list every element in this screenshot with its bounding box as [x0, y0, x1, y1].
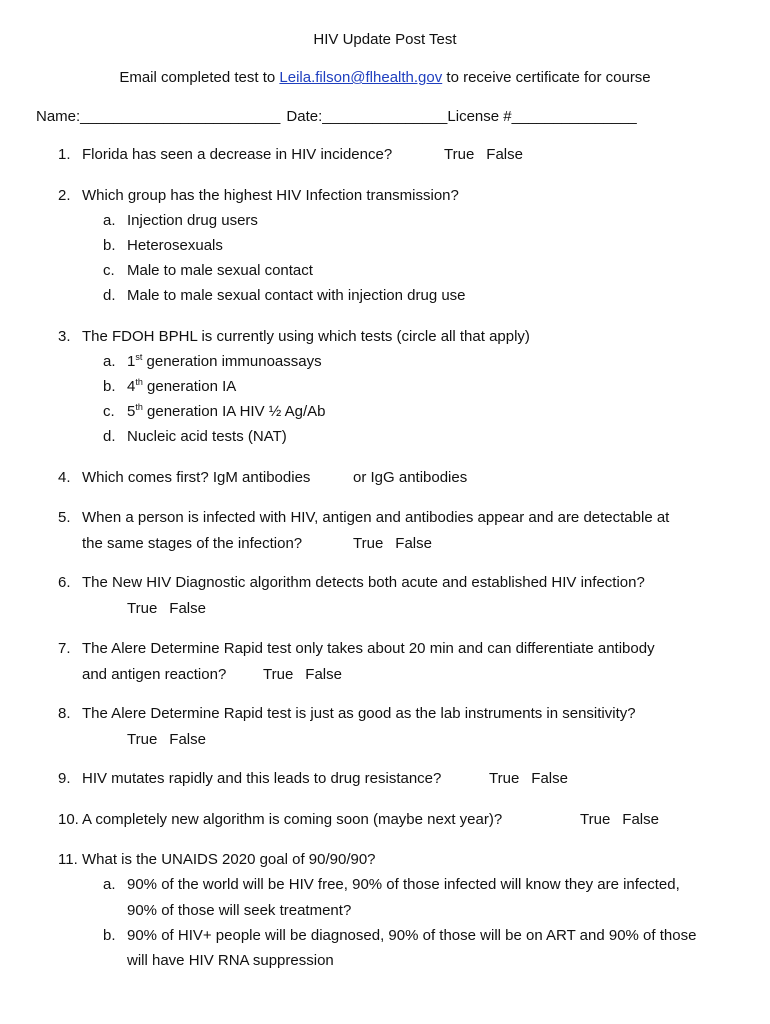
true-false-choices	[127, 600, 206, 617]
question-number: 6.	[58, 574, 71, 591]
student-info-line	[36, 108, 637, 125]
question-number: 5.	[58, 509, 71, 526]
question-number: 11.	[58, 851, 78, 868]
option-text[interactable]: 4th generation IA	[127, 377, 237, 395]
question-text: What is the UNAIDS 2020 goal of 90/90/90?	[82, 851, 376, 868]
question-number: 3.	[58, 328, 71, 345]
option-text-continued[interactable]: 90% of those will seek treatment?	[127, 902, 352, 919]
question-number: 10.	[58, 811, 79, 828]
date-field[interactable]: Date:_______________	[286, 108, 448, 125]
true-false-choices	[353, 535, 432, 552]
option-text[interactable]: 5th generation IA HIV ½ Ag/Ab	[127, 402, 326, 420]
choice-igg[interactable]: or IgG antibodies	[353, 469, 468, 486]
false-option[interactable]: False	[305, 666, 342, 683]
question-text-continued: the same stages of the infection?	[82, 535, 303, 552]
question-number: 2.	[58, 187, 71, 204]
question-text: The Alere Determine Rapid test only takes about 20 min and can differentiate antibody	[82, 640, 655, 657]
question-text: Florida has seen a decrease in HIV incidence?	[82, 146, 393, 163]
question-text: The FDOH BPHL is currently using which tests (circle all that apply)	[82, 328, 530, 345]
question-number: 9.	[58, 770, 71, 787]
option-text[interactable]: 1st generation immunoassays	[127, 352, 322, 370]
email-instructions	[0, 69, 770, 86]
question-text: A completely new algorithm is coming soon (maybe next year)?	[82, 811, 503, 828]
option-text[interactable]: Heterosexuals	[127, 237, 223, 254]
true-option[interactable]: True	[444, 146, 475, 163]
email-suffix: to receive certificate for course	[442, 69, 651, 86]
email-prefix: Email completed test to	[119, 69, 280, 86]
false-option[interactable]: False	[622, 811, 659, 828]
question-text: When a person is infected with HIV, antigen and antibodies appear and are detectable at	[82, 509, 670, 526]
true-option[interactable]: True	[489, 770, 520, 787]
option-text[interactable]: Nucleic acid tests (NAT)	[127, 428, 287, 445]
option-letter: b.	[103, 927, 116, 944]
question-text: The New HIV Diagnostic algorithm detects both acute and established HIV infection?	[82, 574, 645, 591]
option-text[interactable]: Male to male sexual contact	[127, 262, 313, 279]
question-text: HIV mutates rapidly and this leads to drug resistance?	[82, 770, 442, 787]
true-false-choices	[127, 731, 206, 748]
option-letter: a.	[103, 876, 116, 893]
option-letter: a.	[103, 353, 116, 370]
false-option[interactable]: False	[169, 600, 206, 617]
option-letter: c.	[103, 403, 115, 420]
question-text-continued: and antigen reaction?	[82, 666, 227, 683]
false-option[interactable]: False	[531, 770, 568, 787]
true-option[interactable]: True	[127, 731, 158, 748]
true-option[interactable]: True	[580, 811, 611, 828]
name-field[interactable]: Name:________________________	[36, 108, 281, 125]
false-option[interactable]: False	[486, 146, 523, 163]
question-text: Which group has the highest HIV Infection transmission?	[82, 187, 459, 204]
true-false-choices	[444, 146, 523, 163]
page-title: HIV Update Post Test	[313, 31, 457, 48]
true-false-choices	[263, 666, 342, 683]
question-text[interactable]: Which comes first? IgM antibodies	[82, 469, 311, 486]
option-text[interactable]: Male to male sexual contact with injection drug use	[127, 287, 466, 304]
option-text-continued[interactable]: will have HIV RNA suppression	[127, 952, 334, 969]
option-text[interactable]: Injection drug users	[127, 212, 258, 229]
question-number: 8.	[58, 705, 71, 722]
option-letter: b.	[103, 237, 116, 254]
true-option[interactable]: True	[263, 666, 294, 683]
true-option[interactable]: True	[353, 535, 384, 552]
question-text: The Alere Determine Rapid test is just as good as the lab instruments in sensitivity?	[82, 705, 636, 722]
question-number: 1.	[58, 146, 71, 163]
false-option[interactable]: False	[395, 535, 432, 552]
question-number: 7.	[58, 640, 71, 657]
option-text[interactable]: 90% of HIV+ people will be diagnosed, 90% of those will be on ART and 90% of those	[127, 927, 697, 944]
option-letter: c.	[103, 262, 115, 279]
true-false-choices	[489, 770, 568, 787]
email-link[interactable]: Leila.filson@flhealth.gov	[279, 69, 443, 86]
false-option[interactable]: False	[169, 731, 206, 748]
true-option[interactable]: True	[127, 600, 158, 617]
option-text[interactable]: 90% of the world will be HIV free, 90% of those infected will know they are infected,	[127, 876, 680, 893]
true-false-choices	[580, 811, 659, 828]
option-letter: d.	[103, 428, 116, 445]
question-number: 4.	[58, 469, 71, 486]
option-letter: a.	[103, 212, 116, 229]
option-letter: d.	[103, 287, 116, 304]
option-letter: b.	[103, 378, 116, 395]
license-field[interactable]: License #_______________	[447, 108, 637, 125]
